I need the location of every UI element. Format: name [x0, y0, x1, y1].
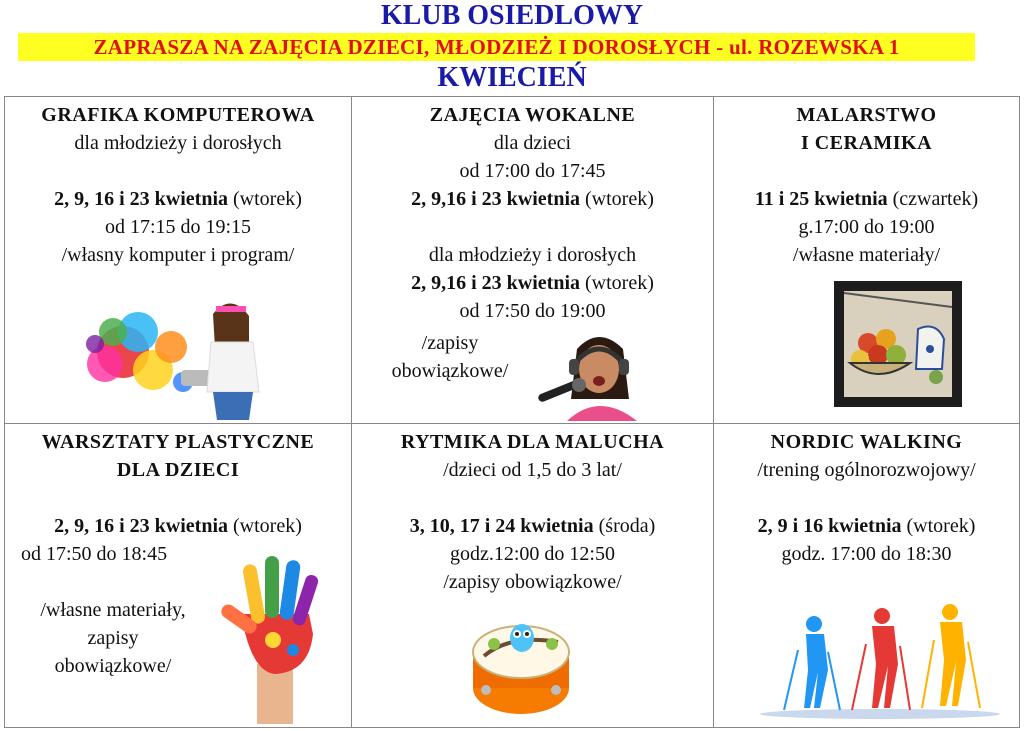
grafika-time: od 17:15 do 19:15	[104, 216, 252, 238]
malarstwo-note: /własne materiały/	[792, 244, 941, 266]
nordic-time: godz. 17:00 do 18:30	[781, 543, 952, 565]
cell-malarstwo	[714, 97, 1019, 424]
rytmika-title: RYTMIKA DLA MALUCHA	[400, 431, 665, 453]
nordic-day: (wtorek)	[901, 515, 976, 537]
warsztaty-note-1: /własne materiały,	[40, 599, 186, 621]
rytmika-dates: 3, 10, 17 i 24 kwietnia	[409, 515, 594, 537]
month-heading: KWIECIEŃ	[437, 62, 587, 93]
rytmika-audience: /dzieci od 1,5 do 3 lat/	[443, 459, 622, 481]
cell-grafika	[5, 97, 352, 424]
grafika-note: /własny komputer i program/	[61, 244, 295, 266]
ceramic-tile-image	[834, 281, 962, 407]
malarstwo-dates: 11 i 25 kwietnia	[754, 188, 888, 210]
warsztaty-note-2: zapisy	[87, 627, 139, 649]
malarstwo-title-1: MALARSTWO	[796, 104, 937, 126]
cell-warsztaty	[5, 424, 352, 727]
paint-splash-girl-image	[83, 292, 273, 422]
rytmika-day: (środa)	[593, 515, 656, 537]
wokalne-dates-adults-line	[352, 269, 713, 297]
warsztaty-dates: 2, 9, 16 i 23 kwietnia	[54, 515, 229, 537]
nordic-dates-line	[714, 512, 1019, 540]
singer-girl-image	[537, 329, 655, 421]
cell-nordic	[714, 424, 1019, 727]
malarstwo-dates-line	[714, 185, 1019, 213]
grafika-day: (wtorek)	[228, 188, 302, 210]
wokalne-dates-adults: 2, 9,16 i 23 kwietnia	[411, 272, 581, 294]
rytmika-note: /zapisy obowiązkowe/	[443, 571, 622, 593]
wokalne-dates-children: 2, 9,16 i 23 kwietnia	[411, 188, 581, 210]
grafika-dates: 2, 9, 16 i 23 kwietnia	[54, 188, 229, 210]
rytmika-dates-line	[352, 512, 713, 540]
rytmika-time: godz.12:00 do 12:50	[450, 543, 615, 565]
wokalne-day-adults: (wtorek)	[580, 272, 654, 294]
nordic-subtitle: /trening ogólnorozwojowy/	[757, 459, 976, 481]
wokalne-dates-children-line	[352, 185, 713, 213]
wokalne-time-adults: od 17:50 do 19:00	[459, 300, 606, 322]
warsztaty-note-3: obowiązkowe/	[54, 655, 172, 677]
painted-hand-image	[213, 554, 333, 724]
cell-rytmika	[352, 424, 714, 727]
nordic-dates: 2, 9 i 16 kwietnia	[757, 515, 902, 537]
warsztaty-title-1: WARSZTATY PLASTYCZNE	[41, 431, 315, 453]
schedule-grid	[4, 96, 1020, 728]
warsztaty-title-2: DLA DZIECI	[116, 459, 240, 481]
grafika-title: GRAFIKA KOMPUTEROWA	[41, 104, 315, 126]
warsztaty-time: od 17:50 do 18:45	[21, 543, 168, 565]
malarstwo-time: g.17:00 do 19:00	[798, 216, 935, 238]
warsztaty-day: (wtorek)	[228, 515, 302, 537]
wokalne-note-2: obowiązkowe/	[391, 360, 509, 382]
wokalne-title: ZAJĘCIA WOKALNE	[429, 104, 636, 126]
warsztaty-dates-line	[5, 512, 351, 540]
wokalne-audience-adults: dla młodzieży i dorosłych	[428, 244, 637, 266]
cell-wokalne	[352, 97, 714, 424]
malarstwo-day: (czwartek)	[887, 188, 979, 210]
grafika-audience: dla młodzieży i dorosłych	[74, 132, 282, 154]
nordic-title: NORDIC WALKING	[770, 431, 963, 453]
malarstwo-title-2: I CERAMIKA	[800, 132, 933, 154]
page-title: KLUB OSIEDLOWY	[380, 0, 644, 31]
grafika-dates-line	[5, 185, 351, 213]
nordic-walkers-image	[754, 600, 1006, 722]
invitation-banner: ZAPRASZA NA ZAJĘCIA DZIECI, MŁODZIEŻ I DOROSŁYCH - ul. ROZEWSKA 1	[18, 33, 975, 61]
wokalne-audience-children: dla dzieci	[493, 132, 572, 154]
wokalne-day-children: (wtorek)	[580, 188, 654, 210]
wokalne-time-children: od 17:00 do 17:45	[459, 160, 606, 182]
tambourine-image	[470, 604, 572, 720]
wokalne-note-1: /zapisy	[421, 332, 479, 354]
